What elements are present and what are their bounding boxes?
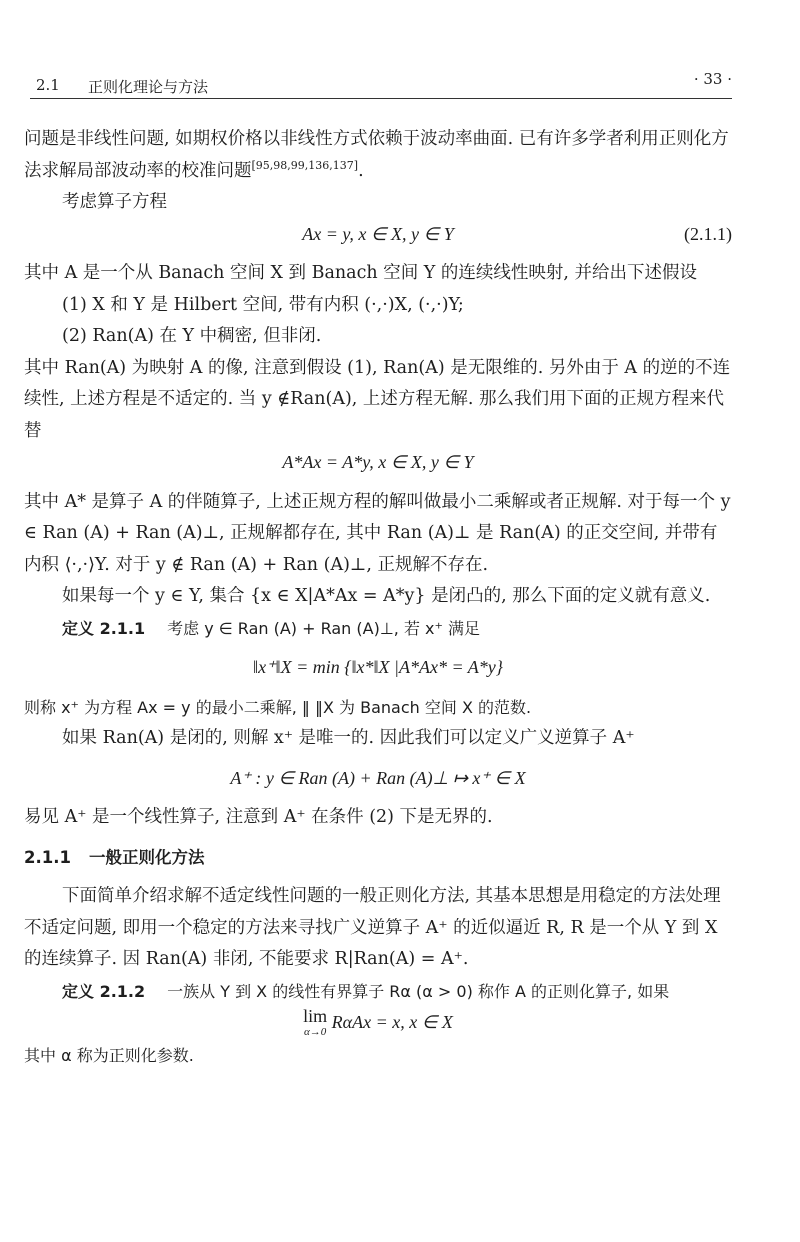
citation: [95,98,99,136,137]: [251, 158, 359, 172]
page-number: · 33 ·: [693, 70, 732, 88]
definition-continuation: 则称 x⁺ 为方程 Ax = y 的最小二乘解, ‖ ‖X 为 Banach 空间 X 的范数.: [24, 697, 532, 717]
paragraph-9: 下面简单介绍求解不适定线性问题的一般正则化方法, 其基本思想是用稳定的方法处理不适定问题, 即用一个稳定的方法来寻找广义逆算子 A⁺ 的近似逼近 R, R 是一个从 Y 到 X 的连续算子. 因 Ran(A) 非闭, 不能要求 R|Ran(A) = A⁺.: [24, 886, 721, 969]
assumption-2: (2) Ran(A) 在 Y 中稠密, 但非闭.: [62, 326, 322, 346]
definition-2-continuation: 其中 α 称为正则化参数.: [24, 1045, 194, 1065]
regularization-limit-equation: [24, 1007, 732, 1040]
normal-equation: A*Ax = A*y, x ∈ X, y ∈ Y: [282, 452, 474, 472]
limit-word: lim: [303, 1005, 328, 1026]
paragraph-6: 如果每一个 y ∈ Y, 集合 {x ∈ X|A*Ax = A*y} 是闭凸的, 那么下面的定义就有意义.: [62, 586, 711, 606]
equation-2-1-1-body: Ax = y, x ∈ X, y ∈ Y: [302, 223, 454, 244]
equation-tag: (2.1.1): [684, 223, 732, 244]
paragraph-5: 其中 A* 是算子 A 的伴随算子, 上述正规方程的解叫做最小二乘解或者正规解. 对于每一个 y ∈ Ran (A) + Ran (A)⊥, 正规解都存在, 其中 Ran (A)⊥ 是 Ran(A) 的正交空间, 并带有内积 ⟨·,·⟩Y. 对于 y ∉ Ran (A) + Ran (A)⊥, 正规解不存在.: [24, 491, 731, 575]
page-body: [24, 124, 732, 1071]
header-section-number: 2.1: [36, 76, 60, 94]
definition-label: 定义 2.1.1: [62, 618, 146, 638]
assumption-1: (1) X 和 Y 是 Hilbert 空间, 带有内积 (·,·)X, (·,·)Y;: [62, 294, 464, 315]
paragraph-7: 如果 Ran(A) 是闭的, 则解 x⁺ 是唯一的. 因此我们可以定义广义逆算子 A⁺: [62, 728, 635, 748]
paragraph-4: 其中 Ran(A) 为映射 A 的像, 注意到假设 (1), Ran(A) 是无限维的. 另外由于 A 的逆的不连续性, 上述方程是不适定的. 当 y ∉Ran(A), 上述方程无解. 那么我们用下面的正规方程来代替: [24, 357, 731, 441]
definition-label: 定义 2.1.2: [62, 981, 146, 1001]
paragraph-3: 其中 A 是一个从 Banach 空间 X 到 Banach 空间 Y 的连续线性映射, 并给出下述假设: [24, 263, 698, 283]
subsection-heading: [24, 842, 732, 874]
definition-text: 一族从 Y 到 X 的线性有界算子 Rα (α > 0) 称作 A 的正则化算子, 如果: [167, 981, 670, 1001]
equation-2-1-1: [24, 219, 732, 251]
running-header: [30, 64, 732, 99]
limit-subscript: α→0: [303, 1025, 327, 1038]
header-section-title: 正则化理论与方法: [88, 78, 209, 96]
definition-2-1-2: [24, 976, 732, 1008]
generalized-inverse-equation: A⁺ : y ∈ Ran (A) + Ran (A)⊥ ↦ x⁺ ∈ X: [230, 767, 526, 788]
limit-operator: [303, 1005, 328, 1040]
limit-body: RαAx = x, x ∈ X: [331, 1012, 453, 1032]
paragraph-8: 易见 A⁺ 是一个线性算子, 注意到 A⁺ 在条件 (2) 下是无界的.: [24, 807, 493, 827]
definition-text: 考虑 y ∈ Ran (A) + Ran (A)⊥, 若 x⁺ 满足: [167, 618, 481, 638]
subsection-number: 2.1.1: [24, 847, 71, 867]
paragraph-1: 问题是非线性问题, 如期权价格以非线性方式依赖于波动率曲面. 已有许多学者利用正则化方法求解局部波动率的校准问题[95,98,99,136,137].: [24, 129, 729, 181]
definition-2-1-1: [24, 613, 732, 645]
paragraph-2: 考虑算子方程: [62, 192, 167, 212]
subsection-title: 一般正则化方法: [88, 847, 205, 867]
least-squares-equation: ‖x⁺‖X = min {‖x*‖X |A*Ax* = A*y}: [253, 657, 503, 677]
paragraph-1-text: 问题是非线性问题, 如期权价格以非线性方式依赖于波动率曲面. 已有许多学者利用正则化方法求解局部波动率的校准问题: [24, 129, 729, 181]
